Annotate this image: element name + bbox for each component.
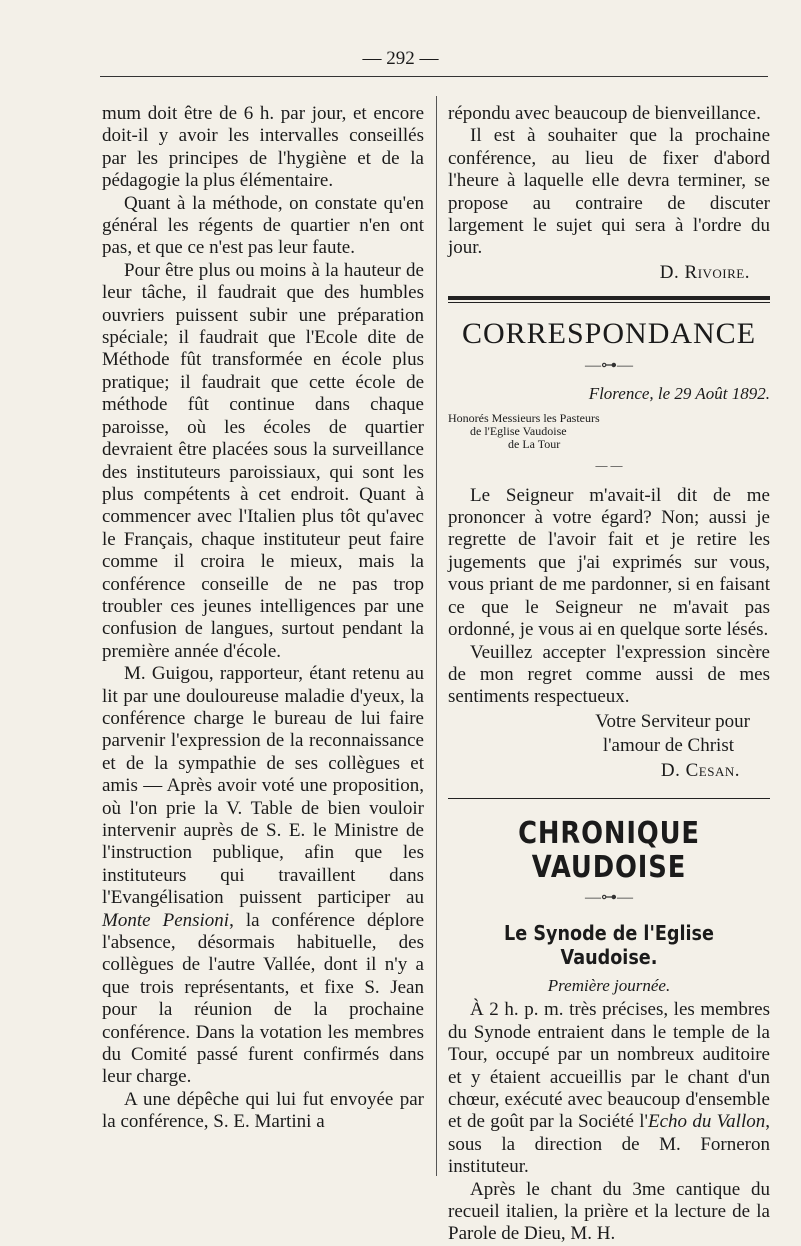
journee-subheading: Première journée. [547,975,671,995]
ornament-divider-2-icon: —⊶— [585,888,633,906]
right-paragraph-2: Il est à souhaiter que la prochaine conférence, au lieu de fixer d'abord l'heure à laquelle elle devra terminer, se propose au contraire de discuter largement le sujet qui sera à l'ordre du jour. [448,125,770,259]
letter-closing-2: l'amour de Christ [602,735,734,757]
synode-paragraph-1 [448,999,770,1178]
synode-paragraph-2: Après le chant du 3me cantique du recueil italien, la prière et la lecture de la Parole de Dieu, M. H. [448,1178,770,1245]
synode-paragraph-1-text: À 2 h. p. m. très précises, les membres du Synode entraient dans le temple de la Tour, occupé par un nombreux auditoire et y étaient accueillis par le chant d'un chœur, exécuté avec beaucoup d'ensemble et de goût par la Société l' [448,999,770,1133]
letter-closing-1: Votre Serviteur pour [595,710,750,732]
left-paragraph-3: Pour être plus ou moins à la hauteur de leur tâche, il faudrait que des humbles ouvriers puissent subir une préparation spéciale; il faudrait que l'Ecole dite de Méthode fût transformée en école plus pratique; il faudrait que cette école de méthode fût continue dans chaque paroisse, où les écoles de quartier devraient être placées sous la surveillance des instituteurs paroissiaux, qui sont les plus compétents à cet endroit. Quant à commencer avec l'Italien plus tôt qu'avec le Français, chaque instituteur peut faire comme il croira le mieux, mais la conférence conseille de ne pas trop troubler ces jeunes intelligences par une confusion de langues, surtout pendant la première année d'école. [102,259,424,662]
letter-paragraph-1: Le Seigneur m'avait-il dit de me prononcer à votre égard? Non; aussi je regrette de l'avoir fait et je retire les jugements que j'ai exprimés sur vous, vous priant de me pardonner, si en faisant ce que le Seigneur ne m'avait pas ordonné, je vous ai en quelque sorte lésés. [448,484,770,641]
address-line-1: Honorés Messieurs les Pasteurs [448,410,600,425]
chronique-heading: CHRONIQUE VAUDOISE [518,815,700,885]
chronique-rule [448,798,770,799]
page-number: — 292 — [362,48,439,69]
section-rule-thin [448,302,770,303]
address-line-2: de l'Eglise Vaudoise [470,423,567,438]
left-paragraph-2: Quant à la méthode, on constate qu'en général les régents de quartier n'en ont pas, et que ce n'est pas leur faute. [102,192,424,259]
synode-heading: Le Synode de l'Eglise Vaudoise. [504,920,714,969]
left-paragraph-4-end: , la conférence déplore l'absence, désormais habituelle, des collègues de l'autre Vallée, dont il n'y a que trois représentants, et fixe S. Jean pour la réunion de la prochaine conférence. Dans la votation les membres du Comité passé furent confirmés dans leur charge. [102,909,424,1088]
right-paragraph-1: répondu avec beaucoup de bienveillance. [448,103,761,124]
signature-cesan: D. Cesan. [660,759,740,781]
address-line-3: de La Tour [508,436,561,451]
left-paragraph-5: A une dépêche qui lui fut envoyée par la conférence, S. E. Martini a [102,1088,424,1133]
echo-du-vallon-italic: Echo du Vallon [647,1111,766,1133]
left-paragraph-4 [102,663,424,1089]
correspondance-heading: CORRESPONDANCE [461,317,757,351]
right-column [448,103,770,1246]
letter-paragraph-2: Veuillez accepter l'expression sincère de mon regret comme aussi de mes sentiments respectueux. [448,641,770,708]
signature-rivoire: D. Rivoire. [659,261,750,283]
synode-paragraph-1-end: , sous la direction de M. Forneron instituteur. [448,1111,770,1178]
letter-dateline: Florence, le 29 Août 1892. [588,384,770,404]
header-rule [100,76,768,77]
left-column [102,103,424,1134]
letter-address [448,412,770,451]
column-divider [436,96,437,1176]
ornament-divider-icon: —⊶— [585,357,633,375]
address-dashes: — — [595,457,623,472]
left-paragraph-1: mum doit être de 6 h. par jour, et encore doit-il y avoir les intervalles conseillés par les principes de l'hygiène et de la pédagogie la plus élémentaire. [102,103,424,192]
left-paragraph-4-text: M. Guigou, rapporteur, étant retenu au lit par une douloureuse maladie d'yeux, la conférence charge le bureau de lui faire parvenir l'expression de la reconnaissance et de la sympathie de ses collègues et amis — Après avoir voté une proposition, où l'on prie la V. Table de bien vouloir intervenir auprès de S. E. le Ministre de l'instruction publique, afin que les instituteurs qui travaillent dans l'Evangélisation puissent participer au [102,663,424,909]
monte-pensioni-italic: Monte Pensioni [102,909,230,931]
section-rule-thick [448,296,770,300]
